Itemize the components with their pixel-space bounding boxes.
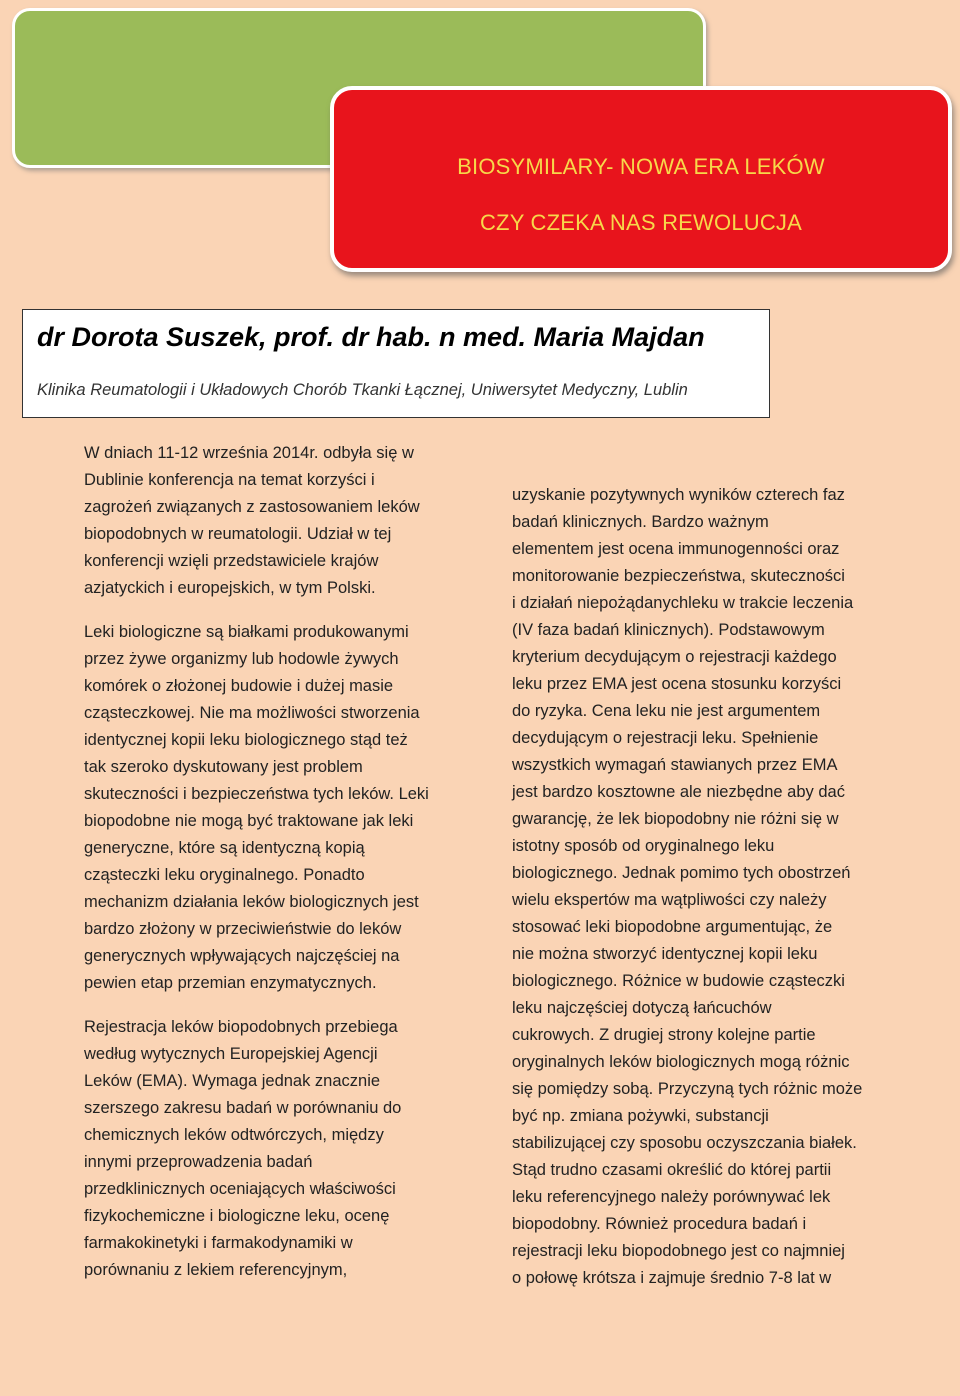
text-line: porównaniu z lekiem referencyjnym, — [84, 1261, 348, 1279]
text-line: Rejestracja leków biopodobnych przebiega — [84, 1018, 398, 1036]
text-line: i działań niepożądanychleku w trakcie leczenia — [512, 594, 854, 612]
text-line: W dniach 11-12 września 2014r. odbyła się w — [84, 444, 414, 462]
text-line: stabilizującej czy sposobu oczyszczania białek. — [512, 1134, 857, 1152]
text-line: tak szeroko dyskutowany jest problem — [84, 758, 363, 776]
text-line: Leki biologiczne są białkami produkowanymi — [84, 623, 409, 641]
text-line: wszystkich wymagań stawianych przez EMA — [512, 756, 838, 774]
text-line: gwarancję, że lek biopodobny nie różni się w — [512, 810, 839, 828]
text-line: rejestracji leku biopodobnego jest co najmniej — [512, 1242, 845, 1260]
text-line: innymi przeprowadzenia badań — [84, 1153, 313, 1171]
text-line: według wytycznych Europejskiej Agencji — [84, 1045, 378, 1063]
title-line-1: BIOSYMILARY- NOWA ERA LEKÓW — [457, 154, 825, 179]
text-line: mechanizm działania leków biologicznych jest — [84, 893, 419, 911]
text-line: się pomiędzy sobą. Przyczyną tych różnic może — [512, 1080, 863, 1098]
title-banner — [330, 86, 952, 272]
text-line: komórek o złożonej budowie i dużej masie — [84, 677, 394, 695]
text-line: kryterium decydującym o rejestracji każdego — [512, 648, 837, 666]
text-line: zagrożeń związanych z zastosowaniem leków — [84, 498, 420, 516]
text-line: biopodobnych w reumatologii. Udział w tej — [84, 525, 392, 543]
text-line: generyczne, które są identyczną kopią — [84, 839, 365, 857]
text-line: nie można stworzyć identycznej kopii leku — [512, 945, 818, 963]
text-line: przez żywe organizmy lub hodowle żywych — [84, 650, 399, 668]
text-line: farmakokinetyki i farmakodynamiki w — [84, 1234, 353, 1252]
text-line: biologicznego. Jednak pomimo tych obostrzeń — [512, 864, 851, 882]
text-line: leku przez EMA jest ocena stosunku korzyści — [512, 675, 842, 693]
text-line: stosować leki biopodobne argumentując, że — [512, 918, 833, 936]
text-line: oryginalnych leków biologicznych mogą różnic — [512, 1053, 850, 1071]
text-line: monitorowanie bezpieczeństwa, skuteczności — [512, 567, 845, 585]
text-line: elementem jest ocena immunogenności oraz — [512, 540, 840, 558]
author-box — [22, 309, 770, 418]
paragraph-biologics — [84, 619, 454, 997]
text-line: (IV faza badań klinicznych). Podstawowym — [512, 621, 825, 639]
text-line: jest bardzo kosztowne ale niezbędne aby dać — [512, 783, 845, 801]
text-line: konferencji wzięli przedstawiciele krajów — [84, 552, 379, 570]
text-line: bardzo złożony w przeciwieństwie do leków — [84, 920, 402, 938]
right-column — [512, 482, 892, 1292]
text-line: chemicznych leków odtwórczych, między — [84, 1126, 384, 1144]
text-line: cukrowych. Z drugiej strony kolejne partie — [512, 1026, 816, 1044]
left-column — [84, 440, 454, 1284]
text-line: przedklinicznych oceniających właściwości — [84, 1180, 396, 1198]
text-line: badań klinicznych. Bardzo ważnym — [512, 513, 769, 531]
text-line: o połowę krótsza i zajmuje średnio 7-8 lat w — [512, 1269, 832, 1287]
text-line: istotny sposób od oryginalnego leku — [512, 837, 775, 855]
text-line: biologicznego. Różnice w budowie cząsteczki — [512, 972, 845, 990]
text-line: biopodobny. Również procedura badań i — [512, 1215, 807, 1233]
text-line: Stąd trudno czasami określić do której partii — [512, 1161, 832, 1179]
text-line: być np. zmiana pożywki, substancji — [512, 1107, 769, 1125]
paragraph-intro — [84, 440, 454, 602]
text-line: decydującym o rejestracji leku. Spełnienie — [512, 729, 819, 747]
text-line: identycznej kopii leku biologicznego stąd też — [84, 731, 408, 749]
authors: dr Dorota Suszek, prof. dr hab. n med. Maria Majdan — [37, 322, 705, 352]
text-line: biopodobne nie mogą być traktowane jak leki — [84, 812, 414, 830]
text-line: Leków (EMA). Wymaga jednak znacznie — [84, 1072, 381, 1090]
text-line: cząsteczki leku oryginalnego. Ponadto — [84, 866, 365, 884]
text-line: uzyskanie pozytywnych wyników czterech faz — [512, 486, 845, 504]
text-line: szerszego zakresu badań w porównaniu do — [84, 1099, 402, 1117]
text-line: fizykochemiczne i biologiczne leku, ocenę — [84, 1207, 390, 1225]
affiliation: Klinika Reumatologii i Układowych Chorób Tkanki Łącznej, Uniwersytet Medyczny, Lublin — [37, 381, 688, 399]
text-line: pewien etap przemian enzymatycznych. — [84, 974, 377, 992]
text-line: leku najczęściej dotyczą łańcuchów — [512, 999, 772, 1017]
text-line: Dublinie konferencja na temat korzyści i — [84, 471, 375, 489]
text-line: wielu ekspertów ma wątpliwości czy należy — [512, 891, 827, 909]
text-line: azjatyckich i europejskich, w tym Polski. — [84, 579, 376, 597]
text-line: leku referencyjnego należy porównywać lek — [512, 1188, 831, 1206]
title-line-2: CZY CZEKA NAS REWOLUCJA — [479, 210, 803, 235]
text-line: generycznych wpływających najczęściej na — [84, 947, 400, 965]
text-line: cząsteczkowej. Nie ma możliwości stworzenia — [84, 704, 420, 722]
text-line: skuteczności i bezpieczeństwa tych leków. Leki — [84, 785, 429, 803]
paragraph-registration — [84, 1014, 454, 1284]
text-line: do ryzyka. Cena leku nie jest argumentem — [512, 702, 821, 720]
